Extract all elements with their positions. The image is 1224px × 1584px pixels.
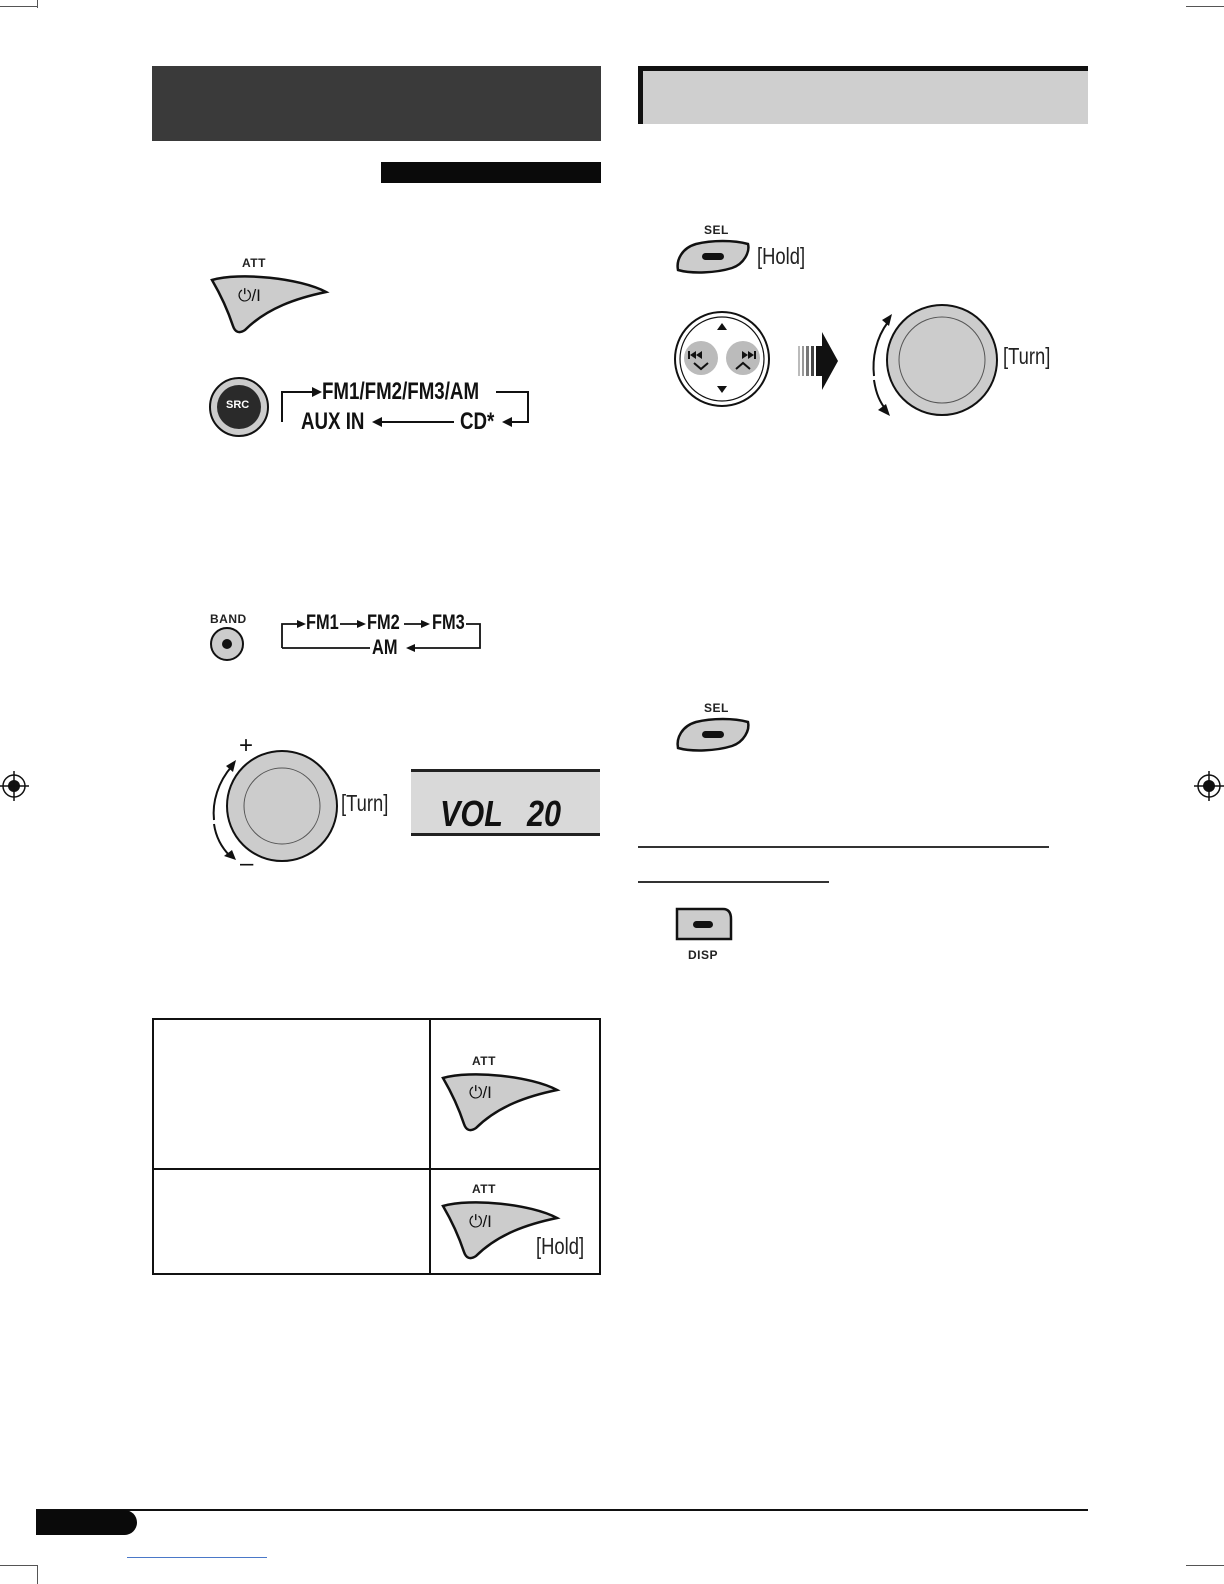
source-cycle-top: FM1/FM2/FM3/AM — [322, 378, 480, 405]
band-fm1: FM1 — [306, 611, 339, 634]
band-label: BAND — [210, 612, 247, 626]
next-step-arrow-icon — [796, 330, 840, 392]
registration-mark-right — [1194, 771, 1224, 801]
sel-button[interactable] — [672, 238, 754, 278]
band-fm2: FM2 — [367, 611, 400, 634]
divider-rule-short — [638, 881, 829, 883]
source-cd: CD* — [460, 408, 495, 435]
page-number-tab — [36, 1510, 137, 1535]
crop-mark — [1186, 1565, 1224, 1566]
crop-mark — [37, 0, 38, 8]
power-att-button[interactable] — [205, 268, 333, 338]
band-fm3: FM3 — [432, 611, 465, 634]
registration-mark-left — [0, 771, 30, 801]
subsection-bar — [381, 162, 601, 183]
control-dial[interactable] — [672, 309, 772, 409]
att-label: ATT — [242, 256, 266, 270]
crop-mark — [37, 1565, 38, 1584]
power-icon: ⏻/I — [469, 1212, 492, 1231]
att-label: ATT — [472, 1182, 496, 1196]
table-divider — [152, 1168, 601, 1170]
crop-mark — [0, 6, 38, 7]
section-header-right — [638, 66, 1088, 124]
sel-button-2[interactable] — [672, 716, 754, 756]
volume-knob[interactable] — [206, 744, 342, 868]
table-divider — [429, 1018, 431, 1275]
sel-label: SEL — [704, 701, 729, 715]
crop-mark — [1186, 6, 1224, 7]
turn-label-left: [Turn] — [341, 790, 389, 816]
crop-mark — [0, 1565, 38, 1566]
power-icon: ⏻/I — [469, 1083, 492, 1102]
volume-minus: – — [240, 850, 254, 877]
control-knob-turn[interactable] — [866, 300, 1002, 424]
disp-label: DISP — [688, 948, 719, 962]
source-aux-in: AUX IN — [301, 408, 365, 435]
divider-rule — [638, 846, 1049, 848]
section-header-left — [152, 66, 601, 141]
footer-rule — [36, 1509, 1088, 1511]
turn-label-right: [Turn] — [1003, 343, 1051, 369]
att-label: ATT — [472, 1054, 496, 1068]
hold-label-table: [Hold] — [536, 1233, 585, 1259]
band-button[interactable] — [208, 626, 248, 664]
power-icon: ⏻/I — [238, 286, 261, 305]
footer-link-underline — [127, 1557, 267, 1558]
volume-display-label: VOL — [440, 793, 503, 834]
disp-button[interactable] — [673, 905, 735, 945]
volume-plus: + — [239, 732, 254, 759]
src-label: SRC — [226, 399, 250, 411]
sel-label: SEL — [704, 223, 729, 237]
band-am: AM — [372, 636, 398, 659]
volume-display-value: 20 — [527, 793, 562, 834]
power-att-button-table[interactable] — [436, 1066, 564, 1136]
hold-label-right: [Hold] — [757, 243, 806, 269]
